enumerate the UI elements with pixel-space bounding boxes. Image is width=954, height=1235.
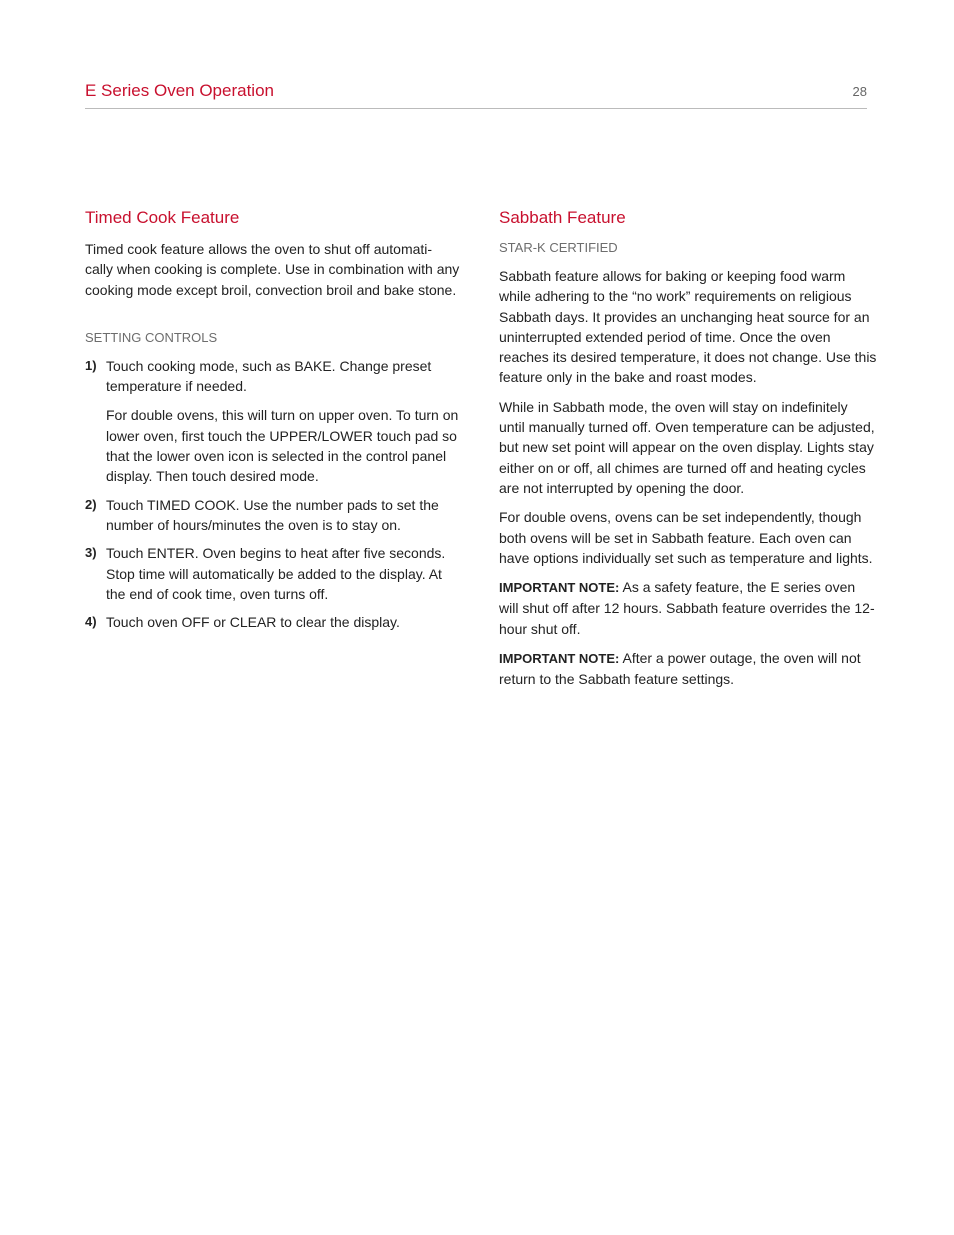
sabbath-paragraph: For double ovens, ovens can be set independently, though both ovens will be set in Sabbath feature. Each oven can have options individually set such as temperature and lights. (499, 509, 873, 566)
step-text: Touch oven OFF or CLEAR to clear the display. (106, 614, 400, 631)
sabbath-heading: Sabbath Feature (499, 208, 626, 227)
step-item (85, 356, 460, 487)
step-number: 4) (85, 614, 97, 630)
step-number: 2) (85, 496, 97, 512)
timed-cook-heading: Timed Cook Feature (85, 208, 240, 227)
timed-cook-intro: Timed cook feature allows the oven to shut off automati-cally when cooking is complete. Use in combination with any cooking mode except broil, convection broil and bake stone. (85, 241, 460, 298)
note-label: IMPORTANT NOTE: (499, 651, 620, 667)
sabbath-paragraph: While in Sabbath mode, the oven will stay on indefinitely until manually turned off. Oven temperature can be adjusted, but new set point will appear on the oven display. Lights stay either on or off, all chimes are turned off and heating cycles are not interrupted by opening the door. (499, 398, 875, 496)
step-text: Touch cooking mode, such as BAKE. Change preset temperature if needed. (106, 357, 432, 395)
note-label: IMPORTANT NOTE: (499, 580, 620, 596)
note-text: After a power outage, the oven will not return to the Sabbath feature settings. (499, 650, 861, 688)
section-title: E Series Oven Operation (85, 81, 274, 100)
star-k-subheading: STAR-K CERTIFIED (499, 240, 618, 255)
step-text: Touch TIMED COOK. Use the number pads to set the number of hours/minutes the oven is to stay on. (106, 496, 439, 533)
step-item (85, 543, 460, 604)
timed-cook-column (85, 207, 460, 640)
step-item (85, 495, 460, 536)
note-text: As a safety feature, the E series oven will shut off after 12 hours. Sabbath feature overrides the 12-hour shut off. (499, 579, 875, 637)
sabbath-paragraph: Sabbath feature allows for baking or keeping food warm while adhering to the “no work” requirements on religious Sabbath days. It provides an unchanging heat source for an uninterrupted extended period of time. Once the oven reaches its desired temperature, it does not change. Use this feature only in the bake and roast modes. (499, 268, 877, 386)
steps-list (85, 356, 460, 633)
page-number: 28 (852, 84, 867, 99)
step-number: 1) (85, 357, 97, 373)
important-note (499, 577, 877, 639)
important-note (499, 648, 877, 690)
page-header (85, 80, 867, 109)
step-item (85, 612, 460, 632)
step-text: For double ovens, this will turn on upper oven. To turn on lower oven, first touch the UPPER/LOWER touch pad so that the lower oven icon is selected in the control panel display. Then touch desired mode. (106, 407, 459, 485)
step-text: Touch ENTER. Oven begins to heat after five seconds. Stop time will automatically be added to the display. At the end of cook time, oven turns off. (106, 545, 446, 602)
setting-controls-subheading: SETTING CONTROLS (85, 329, 218, 345)
sabbath-column (499, 207, 877, 699)
step-number: 3) (85, 545, 97, 561)
